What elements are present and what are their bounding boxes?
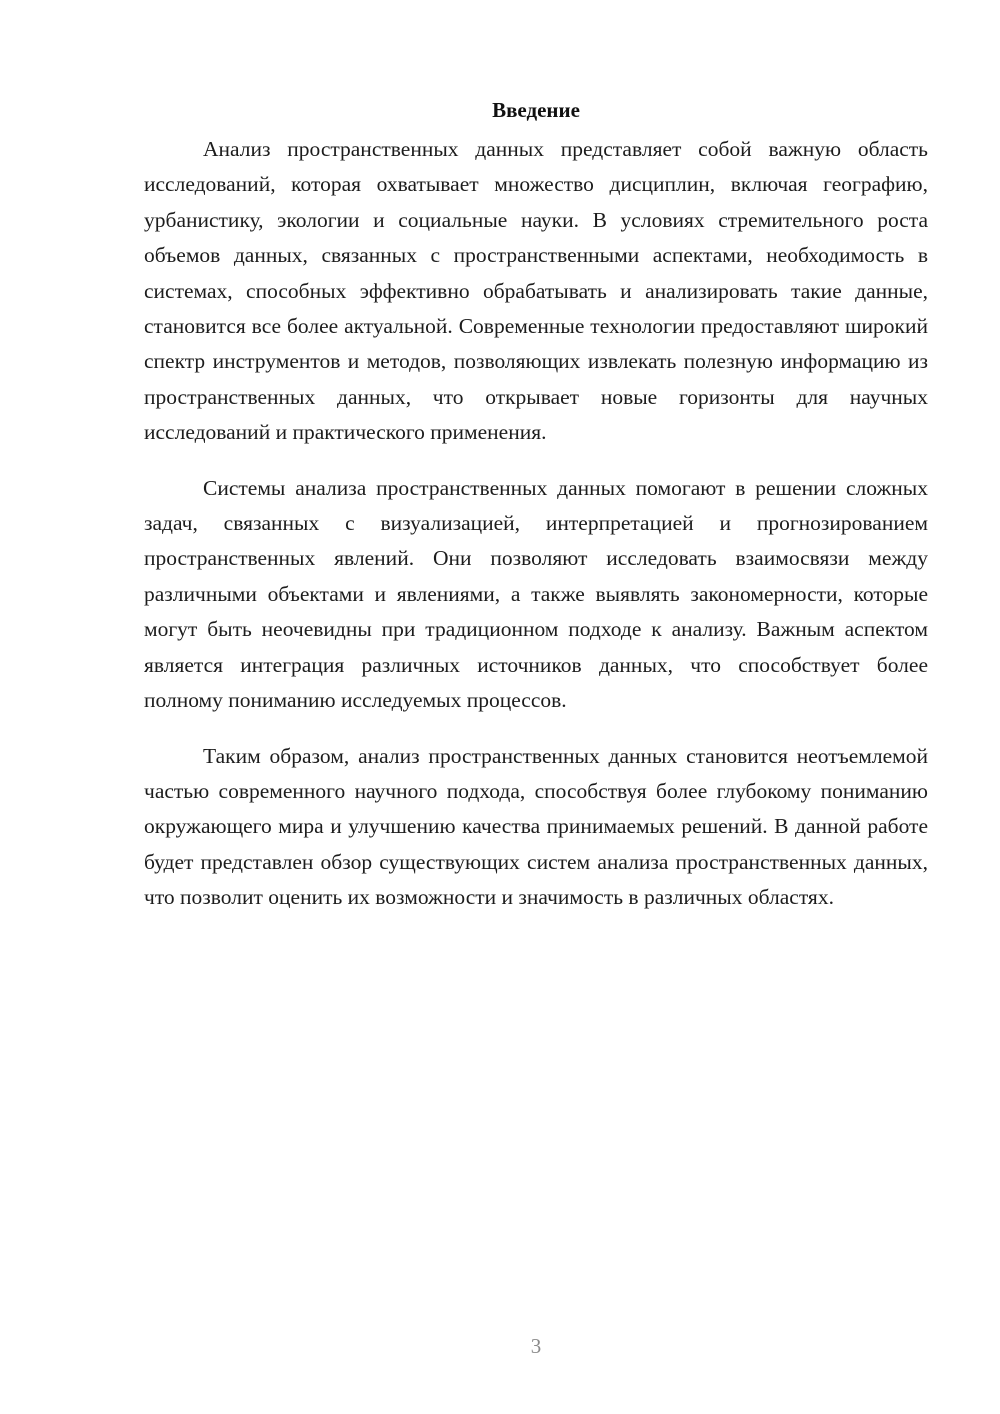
section-heading: Введение [492, 98, 580, 122]
document-body [144, 92, 928, 936]
paragraph-2: Системы анализа пространственных данных помогают в решении сложных задач, связанных с визуализацией, интерпретацией и прогнозированием пространственных явлений. Они позволяют исследовать взаимосвязи между различными объектами и явлениями, а также выявлять закономерности, которые могут быть неочевидны при традиционном подходе к анализу. Важным аспектом является интеграция различных источников данных, что способствует более полному пониманию исследуемых процессов. [144, 475, 928, 713]
paragraph-3: Таким образом, анализ пространственных данных становится неотъемлемой частью современного научного подхода, способствуя более глубокому пониманию окружающего мира и улучшению качества принимаемых решений. В данной работе будет представлен обзор существующих систем анализа пространственных данных, что позволит оценить их возможности и значимость в различных областях. [144, 743, 928, 910]
page-number: 3 [530, 1334, 542, 1358]
paragraph-1: Анализ пространственных данных представляет собой важную область исследований, которая охватывает множество дисциплин, включая географию, урбанистику, экологии и социальные науки. В условиях стремительного роста объемов данных, связанных с пространственными аспектами, необходимость в системах, способных эффективно обрабатывать и анализировать такие данные, становится все более актуальной. Современные технологии предоставляют широкий спектр инструментов и методов, позволяющих извлекать полезную информацию из пространственных данных, что открывает новые горизонты для научных исследований и практического применения. [144, 137, 928, 445]
